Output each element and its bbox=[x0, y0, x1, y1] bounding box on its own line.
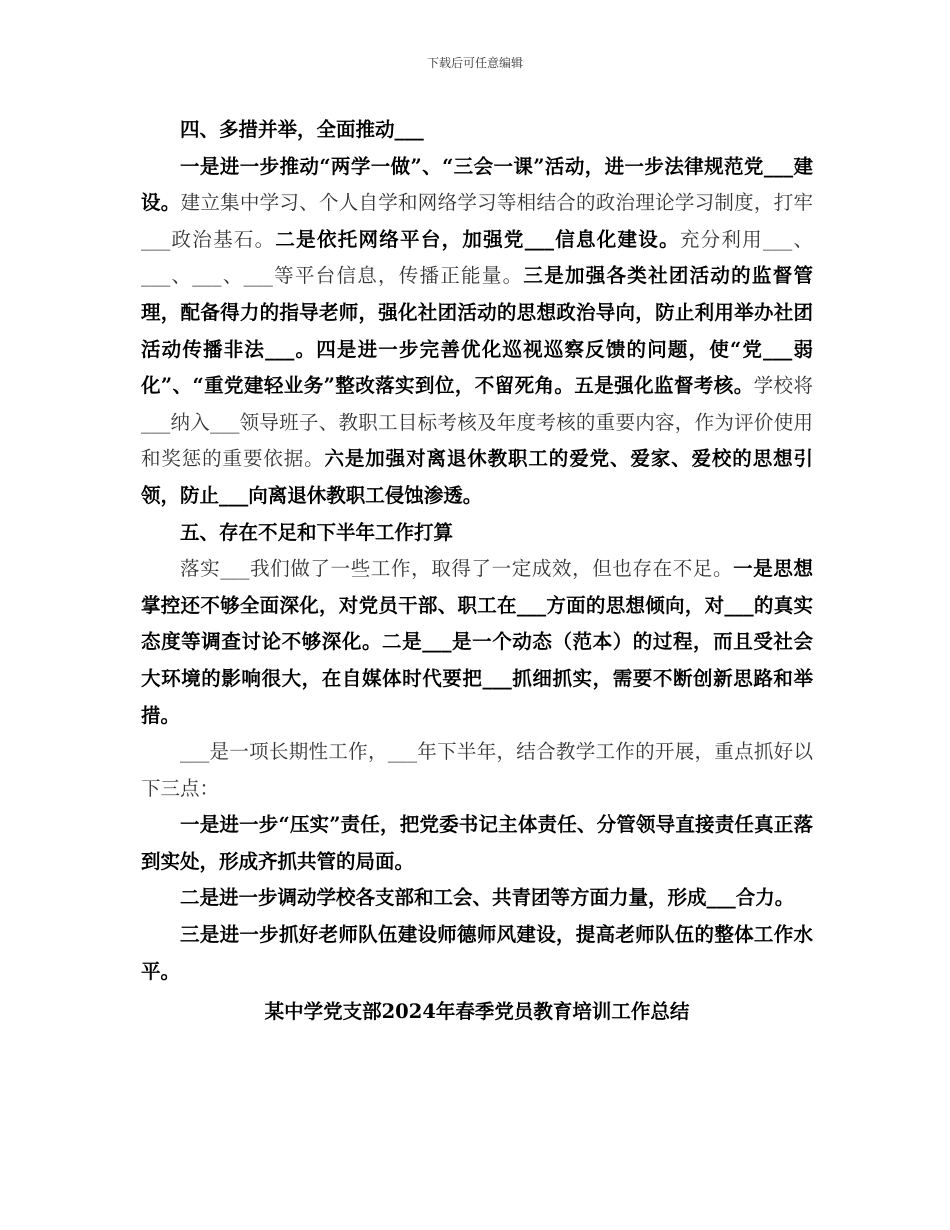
text-run: 学校将___纳入___领导班子、教职工目标考核及年度考核的重要内容，作为评价使用和奖惩的重要依据。 bbox=[141, 374, 813, 471]
next-document-title: 某中学党支部2024年春季党员教育培训工作总结 bbox=[264, 1000, 690, 1024]
text-run: 建立集中学习、个人自学和网络学习等相结合的政治理论学习制度，打牢___政治基石。 bbox=[141, 191, 813, 251]
plan-item-1: 一是进一步“压实”责任，把党委书记主体责任、分管领导直接责任真正落到实处，形成齐抓共管的局面。 bbox=[141, 813, 813, 873]
section-5-heading: 五、存在不足和下半年工作打算 bbox=[180, 520, 454, 544]
section-4-heading: 四、多措并举，全面推动___ bbox=[180, 118, 424, 141]
page-header-note: 下载后可任意编辑 bbox=[426, 56, 523, 70]
text-run: 落实___我们做了一些工作，取得了一定成效，但也存在不足。 bbox=[180, 557, 734, 581]
text-run: 六是加强对离退休教职工的爱党、爱家、爱校的思想引领，防止___向离退休教职工侵蚀渗透。 bbox=[141, 447, 813, 507]
text-run: 一是思想掌控还不够全面深化，对党员干部、职工在___方面的思想倾向，对___的真实态度等调查讨论不够深化。二是___是一个动态（范本）的过程，而且受社会大环境的影响很大，在自媒体时代要把___抓细抓实，需要不断创新思路和举措。 bbox=[141, 557, 813, 727]
section-4-paragraph bbox=[141, 149, 813, 515]
plan-item-2: 二是进一步调动学校各支部和工会、共青团等方面力量，形成___合力。 bbox=[180, 886, 795, 910]
text-run: 一是进一步推动“两学一做”、“三会一课”活动，进一步法律规范党___建设。 bbox=[141, 154, 813, 215]
section-5-paragraph-1 bbox=[141, 551, 813, 734]
text-run: 三是加强各类社团活动的监督管理，配备得力的指导老师，强化社团活动的思想政治导向，防止利用举办社团活动传播非法___。四是进一步完善优化巡视巡察反馈的问题，使“党___弱化”、“重党建轻业务”整改落实到位，不留死角。五是强化监督考核。 bbox=[141, 264, 813, 398]
document-body bbox=[141, 112, 813, 1031]
text-run: 充分利用___、___、___、___等平台信息，传播正能量。 bbox=[141, 227, 813, 288]
section-5-paragraph-2: ___是一项长期性工作，___年下半年，结合教学工作的开展，重点抓好以下三点： bbox=[141, 740, 813, 800]
plan-item-3: 三是进一步抓好老师队伍建设师德师风建设，提高老师队伍的整体工作水平。 bbox=[141, 923, 813, 983]
text-run: 二是依托网络平台，加强党___信息化建设。 bbox=[275, 227, 680, 251]
